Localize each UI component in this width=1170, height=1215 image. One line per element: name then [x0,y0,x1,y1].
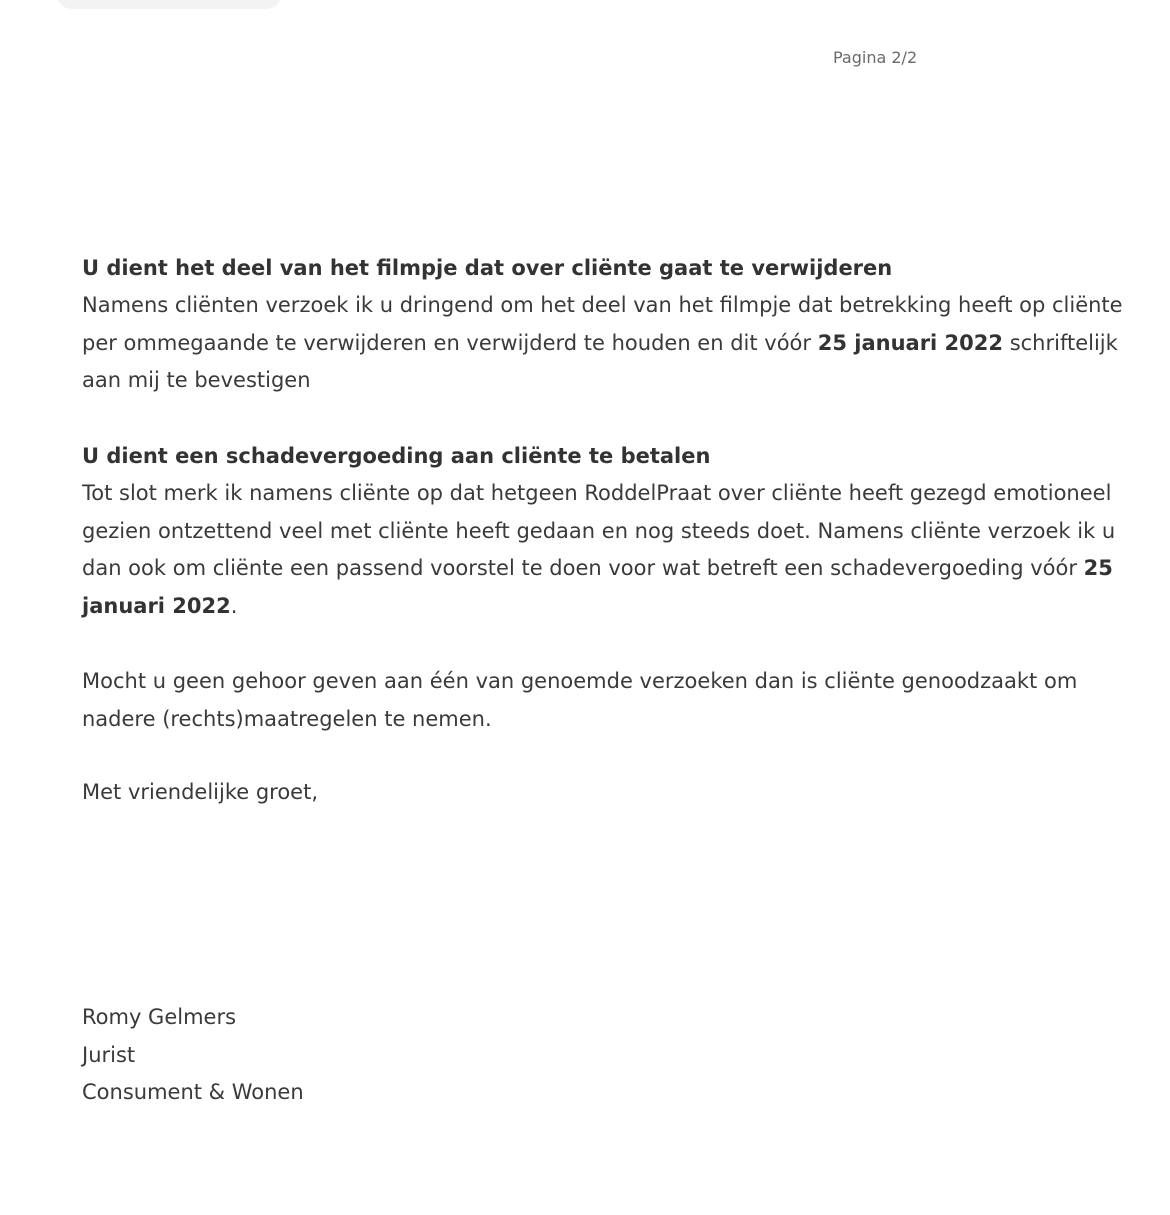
paragraph-line [82,593,237,619]
closing-greeting: Met vriendelijke groet, [82,780,319,804]
text-run: dan ook om cliënte een passend voorstel te doen voor wat betreft een schadevergoeding vóór [82,556,1084,580]
signature-department: Consument & Wonen [82,1080,304,1104]
top-tab [56,0,282,9]
paragraph-line: gezien ontzettend veel met cliënte heeft gedaan en nog steeds doet. Namens cliënte verzoek ik u [82,519,1116,543]
deadline-date-part: 25 [1083,556,1113,580]
section-heading-remove-video: U dient het deel van het filmpje dat over cliënte gaat te verwijderen [82,256,893,280]
page-number: Pagina 2/2 [833,48,918,67]
paragraph-line: nadere (rechts)maatregelen te nemen. [82,707,492,731]
section-heading-compensation: U dient een schadevergoeding aan cliënte te betalen [82,444,711,468]
text-run: schriftelijk [1003,331,1118,355]
paragraph-line: aan mij te bevestigen [82,368,311,392]
text-run: . [230,594,238,618]
paragraph-line [82,555,1113,581]
signature-name: Romy Gelmers [82,1005,237,1029]
paragraph-line: Namens cliënten verzoek ik u dringend om het deel van het filmpje dat betrekking heeft op cliënte [82,293,1123,317]
paragraph-line: Tot slot merk ik namens cliënte op dat hetgeen RoddelPraat over cliënte heeft gezegd emotioneel [82,481,1112,505]
deadline-date-part: januari 2022 [82,594,231,618]
signature-title: Jurist [82,1043,136,1067]
deadline-date: 25 januari 2022 [817,331,1004,355]
text-run: per ommegaande te verwijderen en verwijderd te houden en dit vóór [82,331,818,355]
paragraph-line [82,330,1118,356]
paragraph-line: Mocht u geen gehoor geven aan één van genoemde verzoeken dan is cliënte genoodzaakt om [82,669,1078,693]
